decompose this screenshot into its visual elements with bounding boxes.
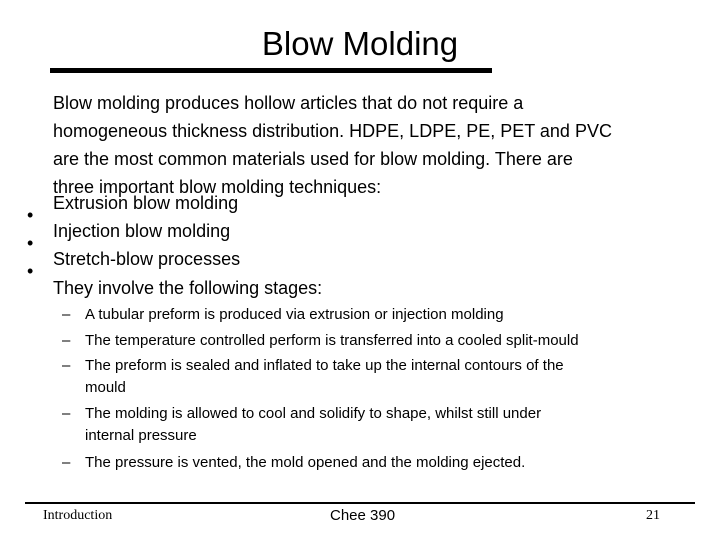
slide-title: Blow Molding	[261, 25, 459, 62]
stages-intro: They involve the following stages:	[53, 278, 323, 298]
intro-paragraph	[53, 89, 693, 201]
dash-marker: –	[62, 357, 71, 374]
title-underline	[50, 68, 492, 73]
dash-marker: –	[62, 405, 71, 422]
dash-marker: –	[62, 454, 71, 471]
footer-divider	[25, 502, 695, 504]
footer-section-label: Introduction	[43, 508, 113, 523]
stage-1: A tubular preform is produced via extrusion or injection molding	[85, 306, 504, 323]
bullet-marker: •	[27, 261, 34, 281]
dash-marker: –	[62, 306, 71, 323]
stage-3-line-2: mould	[85, 379, 126, 396]
intro-line: Blow molding produces hollow articles that do not require a	[53, 93, 524, 113]
dash-marker: –	[62, 332, 71, 349]
bullet-item-stretch-blow: Stretch-blow processes	[53, 249, 241, 269]
footer-course-label: Chee 390	[330, 507, 396, 524]
bullet-marker: •	[27, 205, 34, 225]
stage-4-line-2: internal pressure	[85, 427, 197, 444]
stage-2: The temperature controlled perform is transferred into a cooled split-mould	[85, 332, 579, 349]
stage-5: The pressure is vented, the mold opened and the molding ejected.	[85, 454, 526, 471]
intro-line: are the most common materials used for blow molding. There are	[53, 149, 573, 169]
stage-3-line-1: The preform is sealed and inflated to take up the internal contours of the	[85, 357, 564, 374]
intro-line: homogeneous thickness distribution. HDPE, LDPE, PE, PET and PVC	[53, 121, 612, 141]
intro-line: three important blow molding techniques:	[53, 177, 382, 197]
bullet-item-injection: Injection blow molding	[53, 221, 231, 241]
bullet-marker: •	[27, 233, 34, 253]
stage-4-line-1: The molding is allowed to cool and solidify to shape, whilst still under	[85, 405, 542, 422]
bullet-item-extrusion: Extrusion blow molding	[53, 193, 239, 213]
page-number: 21	[646, 508, 660, 523]
